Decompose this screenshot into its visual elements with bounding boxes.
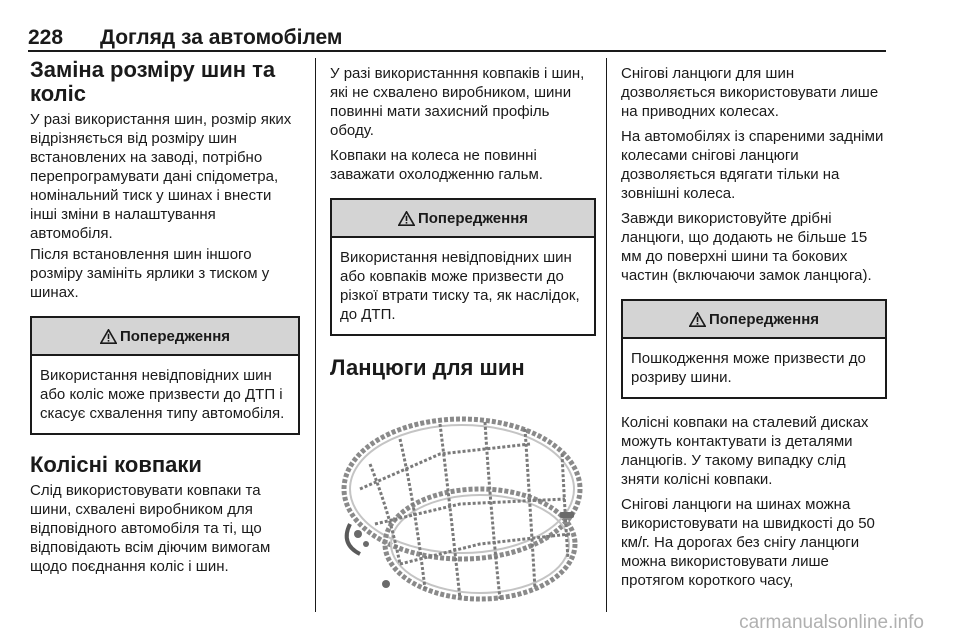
warning-box [621,299,887,399]
section-title: Догляд за автомобілем [100,26,343,49]
header-rule [28,50,886,52]
column-3 [621,64,887,590]
paragraph: Ковпаки на колеса не повинні заважати охолодженню гальм. [330,147,543,183]
paragraph: Колісні ковпаки на сталевий дисках можуть контактувати із деталями ланцюгів. У такому випадку слід зняти колісні ковпаки. [621,414,869,488]
column-2 [330,64,596,619]
warning-text: Використання невідповідних шин або ковпаків може призвести до різкої втрати тиску та, як наслідок, до ДТП. [340,249,580,323]
warning-title: Попередження [119,327,231,345]
paragraph: Снігові ланцюги для шин дозволяється використовувати лише на приводних колесах. [621,65,879,120]
warning-icon [689,312,706,327]
warning-title: Попередження [417,209,529,227]
warning-header [32,318,298,356]
warning-box [30,316,300,435]
paragraph: Снігові ланцюги на шинах можна використовувати на швидкості до 50 км/г. На дорогах без снігу ланцюги можна використовувати лише протягом короткого часу, [621,496,875,589]
watermark: carmanualsonline.info [739,612,924,633]
paragraph: Слід використовувати ковпаки та шини, схвалені виробником для відповідного автомобіля та ті, що відповідають всім діючим вимогам щодо поєднання коліс і шин. [30,482,271,575]
warning-icon [398,211,415,226]
warning-icon [100,329,117,344]
warning-title: Попередження [708,310,820,328]
column-1 [30,58,300,576]
column-divider [315,58,316,612]
column-divider [606,58,607,612]
snow-chains-illustration [330,394,594,614]
heading-snow-chains: Ланцюги для шин [330,355,525,380]
heading-wheel-covers: Колісні ковпаки [30,452,202,477]
warning-text: Пошкодження може призвести до розриву шини. [631,350,866,386]
paragraph: Завжди використовуйте дрібні ланцюги, що додають не більше 15 мм до поверхні шини та бокових частин (включаючи замок ланцюга). [621,210,872,284]
warning-header [623,301,885,339]
paragraph: На автомобілях із спареними задніми колесами снігові ланцюги дозволяється вдягати тільки на зовнішні колеса. [621,128,884,202]
page-number: 228 [28,26,64,49]
heading-tire-size-change: Заміна розміру шин та коліс [30,57,276,106]
warning-text: Використання невідповідних шин або коліс може призвести до ДТП і скасує схвалення типу автомобіля. [40,367,285,422]
paragraph: У разі використанння ковпаків і шин, які не схвалено виробником, шини повинні мати захисний профіль ободу. [330,65,585,139]
warning-box [330,198,596,336]
paragraph: Після встановлення шин іншого розміру замініть ярлики з тиском у шинах. [30,246,270,301]
warning-header [332,200,594,238]
paragraph: У разі використання шин, розмір яких відрізняється від розміру шин встановлених на заводі, потрібно перепрограмувати дані спідометра, номінальний тиск у шинах і внести інші зміни в налаштування автомобіля. [30,111,292,242]
